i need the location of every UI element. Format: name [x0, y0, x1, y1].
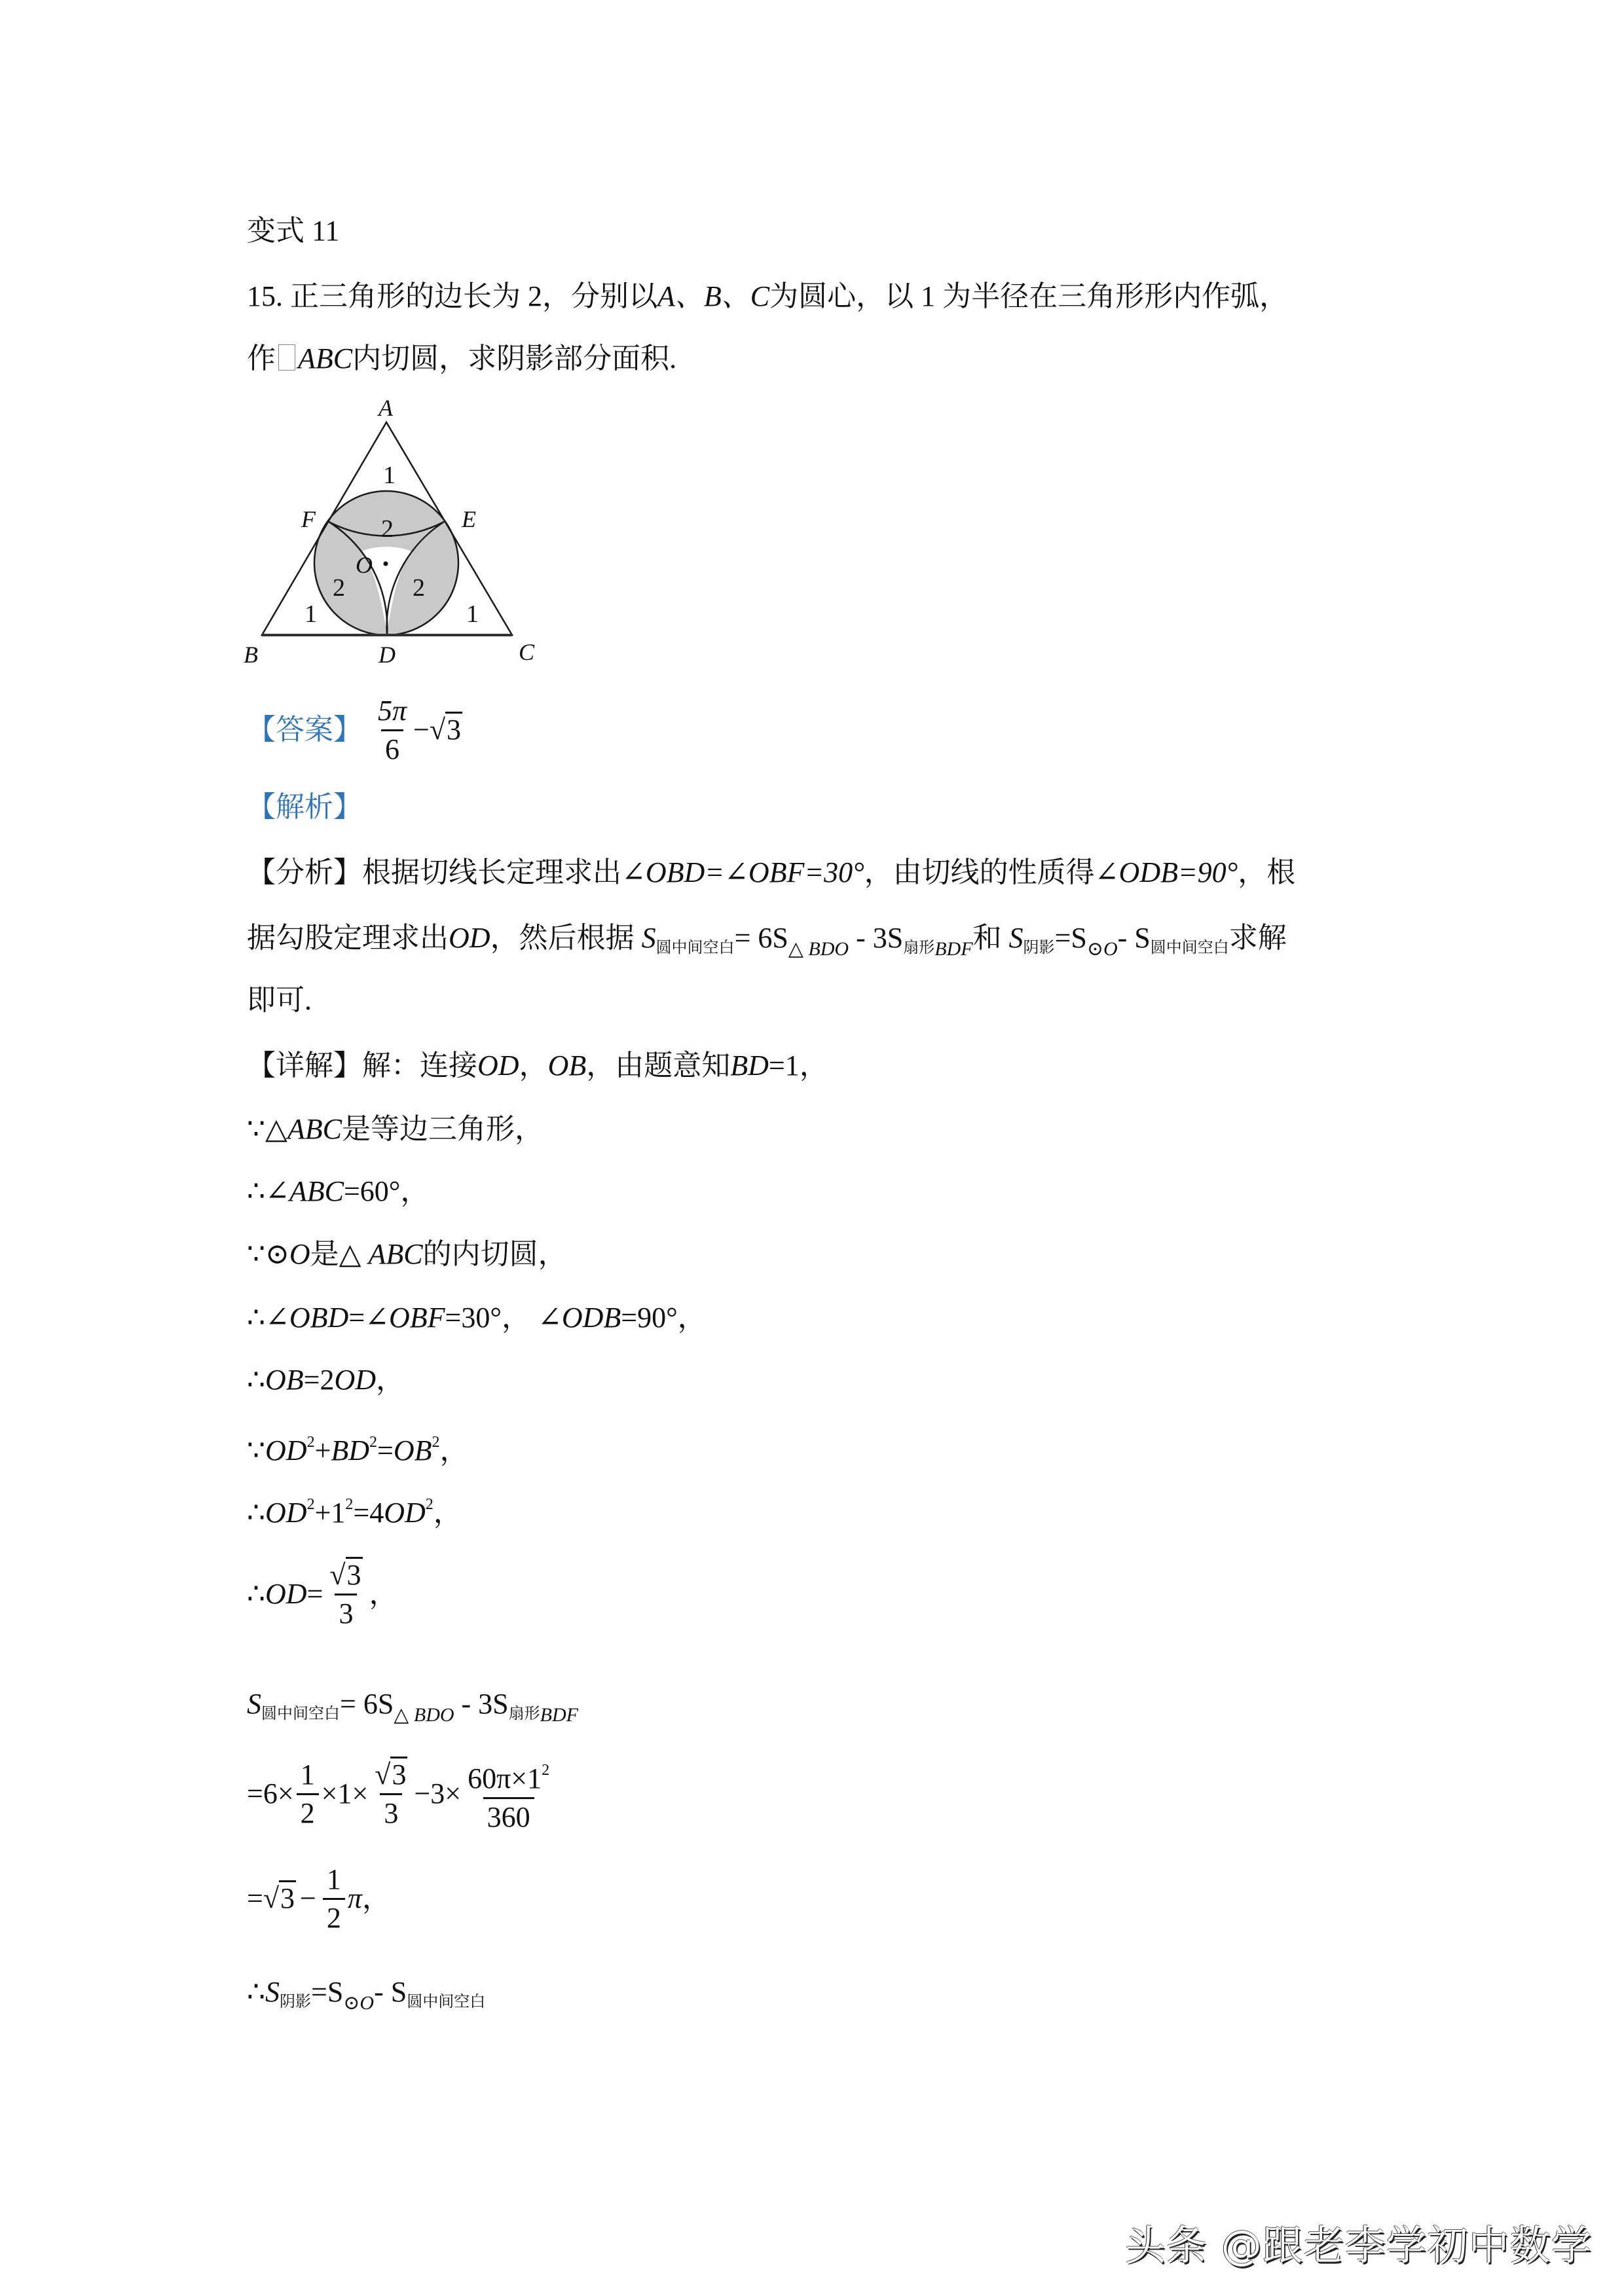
label-B: B [244, 642, 258, 668]
answer-row [247, 694, 462, 766]
detail-line-9: ∴ OD = $\frac{√3}{3}$ ， [247, 1555, 398, 1633]
detail-line-11: =6× $\frac{1}{2}$ ×1× $\frac{√3}{3}$ −3× $\frac{60\pi\times 1^2}{360}$ [247, 1755, 556, 1833]
fenxi-label: 【分析】 [247, 856, 362, 888]
center-points: A、B、C [657, 280, 770, 312]
label-A: A [378, 395, 393, 421]
geometry-diagram [236, 380, 563, 681]
question-text: 作 [247, 342, 276, 374]
question-line-1 [247, 278, 1288, 315]
detail-line-2: ∵△ABC是等边三角形， [247, 1113, 544, 1145]
fraction-numerator: 5π [378, 694, 407, 727]
region-2-left: 2 [333, 574, 345, 602]
region-1-right: 1 [466, 600, 479, 628]
variant-label: 变式 11 [247, 215, 340, 247]
minus-sign: − [413, 714, 430, 746]
region-2-top: 2 [381, 515, 394, 543]
region-2-right: 2 [413, 574, 425, 602]
label-C: C [519, 639, 535, 665]
label-E: E [462, 506, 476, 532]
detail-line-1: 【详解】解：连接OD，OB，由题意知BD=1， [247, 1049, 828, 1082]
analysis-line-2: 据勾股定理求出OD，然后根据 $S_{圆中间空白}= 6S_{\triangle BDO} - 3S_{扇形BDF}$和 $S_{阴影}=S_{⊙O}-$ $S_{圆中间空白}$求解 [247, 922, 1287, 960]
triangle-incircle-figure [236, 380, 563, 681]
detail-line-6: ∴OB=2OD， [247, 1364, 405, 1396]
triangle-name: ABC [298, 342, 353, 374]
detail-line-4: ∵⊙O是△ ABC的内切圆， [247, 1238, 567, 1270]
answer-label: 【答案】 [247, 713, 362, 746]
od-fraction: $\frac{√3}{3}$ [325, 1557, 366, 1632]
analysis-label: 【解析】 [247, 790, 362, 824]
fraction-denominator: 6 [381, 729, 403, 768]
question-line-2 [247, 340, 676, 377]
region-1-top: 1 [383, 462, 396, 489]
label-D: D [378, 642, 396, 668]
analysis-line-3: 即可. [247, 984, 312, 1016]
detail-line-3: ∴∠ABC=60°， [247, 1175, 430, 1207]
analysis-line-1: 【分析】根据切线长定理求出∠OBD=∠OBF=30°，由切线的性质得∠ODB=90°，根 [247, 856, 1296, 888]
region-1-left: 1 [304, 600, 317, 628]
answer-fraction [374, 693, 411, 768]
detail-line-12: = √3 − $\frac{1}{2}$ π ， [247, 1859, 391, 1938]
label-O: O [356, 552, 373, 578]
question-text-rest: 为圆心，以 1 为半径在三角形形内作弧， [769, 280, 1289, 312]
sqrt-3: √3 [430, 712, 462, 748]
watermark: 头条 @跟老李学初中数学 [1125, 2221, 1593, 2269]
detail-label: 【详解】 [247, 1049, 362, 1082]
question-text: 正三角形的边长为 2，分别以 [290, 280, 657, 312]
detail-line-7: $\because OD^2+BD^2=OB^2$， [247, 1434, 469, 1467]
detail-line-10: $S_{圆中间空白}= 6S_{\triangle BDO} - 3S_{扇形BDF}$ [247, 1688, 578, 1726]
label-F: F [301, 506, 316, 532]
question-number: 15. [247, 280, 283, 312]
detail-line-5: ∴∠OBD=∠OBF=30°， ∠ODB=90°， [247, 1302, 707, 1334]
detail-line-13: $\therefore S_{阴影}=S_{⊙O}-$ $S_{圆中间空白}$ [247, 1976, 486, 2014]
missing-glyph-box [278, 344, 295, 371]
center-dot [384, 562, 388, 566]
detail-line-8: $\therefore OD^2+1^2=4OD^2$， [247, 1496, 462, 1529]
question-text-rest: 内切圆，求阴影部分面积. [352, 342, 677, 374]
